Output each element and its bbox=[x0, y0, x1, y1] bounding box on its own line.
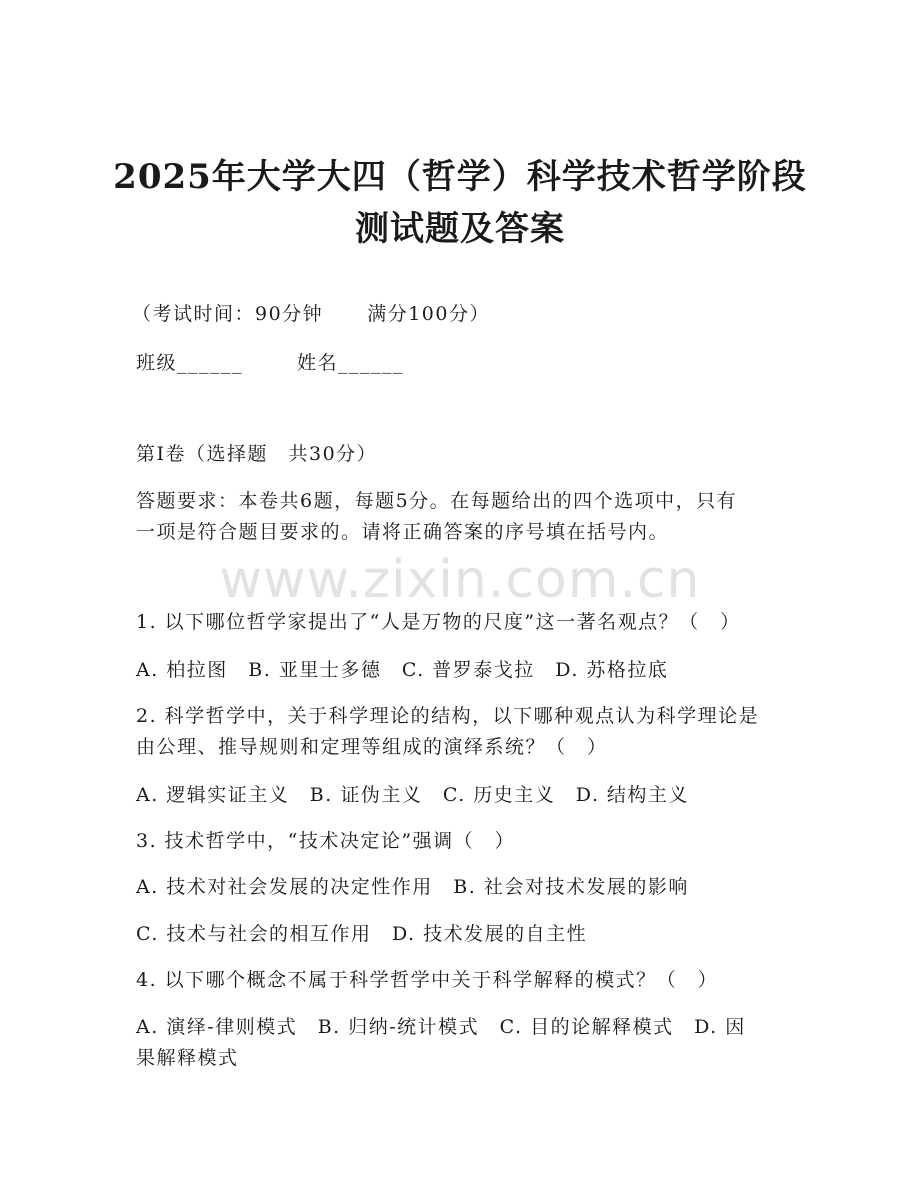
section-heading: 第I卷（选择题 共30分） bbox=[136, 443, 378, 465]
exam-info bbox=[132, 305, 490, 324]
question-1-stem: 1. 以下哪位哲学家提出了“人是万物的尺度”这一著名观点？（ ） bbox=[136, 611, 741, 633]
question-4-stem: 4. 以下哪个概念不属于科学哲学中关于科学解释的模式？（ ） bbox=[136, 969, 719, 991]
class-field-label: 班级______ bbox=[136, 352, 244, 374]
question-4-options-line-1: A. 演绎-律则模式 B. 归纳-统计模式 C. 目的论解释模式 D. 因 bbox=[136, 1016, 746, 1038]
section-instructions-line-1: 答题要求：本卷共6题，每题5分。在每题给出的四个选项中，只有 bbox=[136, 490, 738, 512]
question-4-options-line-2: 果解释模式 bbox=[136, 1047, 239, 1069]
question-2-stem-line-1: 2. 科学哲学中，关于科学理论的结构，以下哪种观点认为科学理论是 bbox=[136, 705, 760, 727]
student-info bbox=[136, 354, 404, 373]
exam-time: （考试时间：90分钟 bbox=[132, 303, 324, 325]
question-1-options: A. 柏拉图 B. 亚里士多德 C. 普罗泰戈拉 D. 苏格拉底 bbox=[136, 659, 669, 681]
watermark: www.zixin.com.cn bbox=[219, 550, 701, 610]
question-2-options: A. 逻辑实证主义 B. 证伪主义 C. 历史主义 D. 结构主义 bbox=[136, 784, 689, 806]
name-field-label: 姓名______ bbox=[297, 352, 405, 374]
document-title-line-1: 2025年大学大四（哲学）科学技术哲学阶段 bbox=[113, 157, 807, 197]
question-3-stem: 3. 技术哲学中，“技术决定论”强调（ ） bbox=[136, 830, 516, 852]
exam-score: 满分100分） bbox=[367, 303, 490, 325]
question-2-stem-line-2: 由公理、推导规则和定理等组成的演绎系统？（ ） bbox=[136, 736, 608, 758]
question-3-options-line-1: A. 技术对社会发展的决定性作用 B. 社会对技术发展的影响 bbox=[136, 876, 689, 898]
question-3-options-line-2: C. 技术与社会的相互作用 D. 技术发展的自主性 bbox=[136, 923, 588, 945]
document-title-line-2: 测试题及答案 bbox=[355, 209, 565, 249]
section-instructions-line-2: 一项是符合题目要求的。请将正确答案的序号填在括号内。 bbox=[136, 521, 670, 543]
